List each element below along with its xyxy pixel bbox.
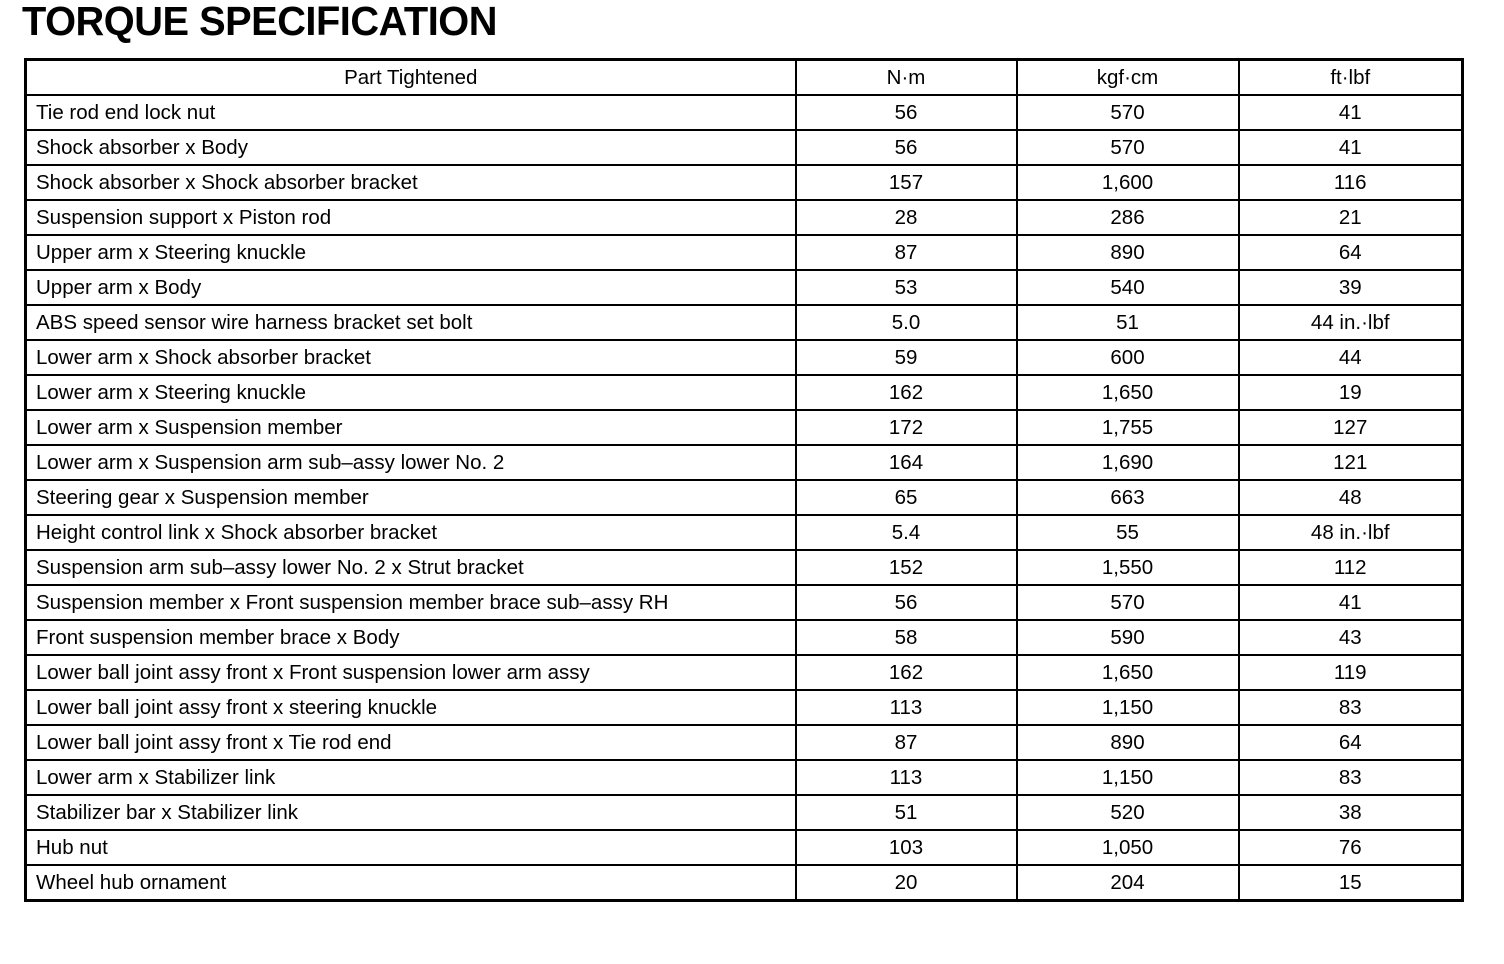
table-row [26,480,1463,515]
cell-kgfcm: 570 [1017,95,1239,130]
cell-ftlbf: 112 [1239,550,1463,585]
cell-kgfcm: 1,755 [1017,410,1239,445]
cell-nm: 152 [796,550,1017,585]
cell-part: Tie rod end lock nut [26,95,796,130]
cell-ftlbf: 116 [1239,165,1463,200]
table-row [26,865,1463,901]
table-row [26,620,1463,655]
table-row [26,760,1463,795]
cell-kgfcm: 570 [1017,130,1239,165]
table-row [26,585,1463,620]
cell-ftlbf: 19 [1239,375,1463,410]
cell-ftlbf: 119 [1239,655,1463,690]
cell-ftlbf: 41 [1239,95,1463,130]
cell-part: Lower arm x Shock absorber bracket [26,340,796,375]
table-row [26,410,1463,445]
cell-nm: 157 [796,165,1017,200]
table-row [26,235,1463,270]
cell-kgfcm: 1,650 [1017,655,1239,690]
cell-part: Suspension arm sub–assy lower No. 2 x Strut bracket [26,550,796,585]
table-row [26,130,1463,165]
cell-part: Shock absorber x Shock absorber bracket [26,165,796,200]
cell-nm: 51 [796,795,1017,830]
table-row [26,690,1463,725]
cell-ftlbf: 39 [1239,270,1463,305]
header-part: Part Tightened [26,60,796,96]
cell-ftlbf: 41 [1239,130,1463,165]
cell-nm: 58 [796,620,1017,655]
cell-ftlbf: 83 [1239,690,1463,725]
cell-nm: 113 [796,690,1017,725]
cell-part: Lower arm x Suspension arm sub–assy lower No. 2 [26,445,796,480]
table-row [26,270,1463,305]
torque-table [24,58,1464,902]
cell-ftlbf: 38 [1239,795,1463,830]
cell-nm: 87 [796,235,1017,270]
cell-nm: 28 [796,200,1017,235]
cell-ftlbf: 127 [1239,410,1463,445]
cell-kgfcm: 51 [1017,305,1239,340]
header-kgfcm: kgf·cm [1017,60,1239,96]
cell-part: Hub nut [26,830,796,865]
cell-part: Front suspension member brace x Body [26,620,796,655]
table-row [26,655,1463,690]
cell-kgfcm: 1,150 [1017,760,1239,795]
cell-nm: 56 [796,95,1017,130]
cell-nm: 103 [796,830,1017,865]
header-nm: N·m [796,60,1017,96]
cell-kgfcm: 204 [1017,865,1239,901]
table-row [26,305,1463,340]
cell-part: Lower arm x Suspension member [26,410,796,445]
cell-nm: 59 [796,340,1017,375]
cell-kgfcm: 663 [1017,480,1239,515]
cell-ftlbf: 64 [1239,725,1463,760]
cell-part: Upper arm x Body [26,270,796,305]
cell-ftlbf: 64 [1239,235,1463,270]
cell-ftlbf: 43 [1239,620,1463,655]
cell-nm: 56 [796,130,1017,165]
cell-ftlbf: 121 [1239,445,1463,480]
cell-kgfcm: 540 [1017,270,1239,305]
cell-kgfcm: 520 [1017,795,1239,830]
cell-kgfcm: 1,150 [1017,690,1239,725]
cell-nm: 162 [796,375,1017,410]
cell-part: ABS speed sensor wire harness bracket set bolt [26,305,796,340]
cell-ftlbf: 44 in.·lbf [1239,305,1463,340]
table-row [26,550,1463,585]
cell-nm: 20 [796,865,1017,901]
cell-nm: 65 [796,480,1017,515]
cell-kgfcm: 286 [1017,200,1239,235]
cell-part: Steering gear x Suspension member [26,480,796,515]
cell-kgfcm: 890 [1017,725,1239,760]
cell-part: Lower ball joint assy front x Front suspension lower arm assy [26,655,796,690]
cell-ftlbf: 83 [1239,760,1463,795]
cell-part: Wheel hub ornament [26,865,796,901]
cell-part: Stabilizer bar x Stabilizer link [26,795,796,830]
cell-part: Shock absorber x Body [26,130,796,165]
cell-ftlbf: 15 [1239,865,1463,901]
cell-kgfcm: 600 [1017,340,1239,375]
cell-nm: 5.0 [796,305,1017,340]
table-row [26,375,1463,410]
table-row [26,340,1463,375]
cell-nm: 162 [796,655,1017,690]
cell-ftlbf: 41 [1239,585,1463,620]
cell-nm: 164 [796,445,1017,480]
table-body [26,95,1463,901]
table-row [26,725,1463,760]
cell-nm: 53 [796,270,1017,305]
header-ftlbf: ft·lbf [1239,60,1463,96]
cell-nm: 113 [796,760,1017,795]
cell-ftlbf: 48 [1239,480,1463,515]
cell-kgfcm: 590 [1017,620,1239,655]
cell-kgfcm: 1,550 [1017,550,1239,585]
cell-nm: 87 [796,725,1017,760]
cell-kgfcm: 890 [1017,235,1239,270]
cell-part: Lower ball joint assy front x steering knuckle [26,690,796,725]
cell-nm: 5.4 [796,515,1017,550]
cell-part: Lower ball joint assy front x Tie rod end [26,725,796,760]
cell-kgfcm: 570 [1017,585,1239,620]
cell-kgfcm: 1,050 [1017,830,1239,865]
cell-part: Lower arm x Steering knuckle [26,375,796,410]
cell-part: Suspension member x Front suspension member brace sub–assy RH [26,585,796,620]
table-row [26,165,1463,200]
cell-ftlbf: 76 [1239,830,1463,865]
table-row [26,445,1463,480]
cell-kgfcm: 55 [1017,515,1239,550]
cell-kgfcm: 1,690 [1017,445,1239,480]
table-row [26,95,1463,130]
cell-kgfcm: 1,600 [1017,165,1239,200]
cell-part: Height control link x Shock absorber bracket [26,515,796,550]
cell-part: Lower arm x Stabilizer link [26,760,796,795]
cell-nm: 56 [796,585,1017,620]
cell-ftlbf: 48 in.·lbf [1239,515,1463,550]
cell-part: Suspension support x Piston rod [26,200,796,235]
header-row [26,60,1463,96]
cell-nm: 172 [796,410,1017,445]
cell-ftlbf: 44 [1239,340,1463,375]
cell-kgfcm: 1,650 [1017,375,1239,410]
table-row [26,515,1463,550]
page-title: TORQUE SPECIFICATION [22,0,497,44]
cell-ftlbf: 21 [1239,200,1463,235]
cell-part: Upper arm x Steering knuckle [26,235,796,270]
table-row [26,830,1463,865]
table-row [26,795,1463,830]
table-row [26,200,1463,235]
